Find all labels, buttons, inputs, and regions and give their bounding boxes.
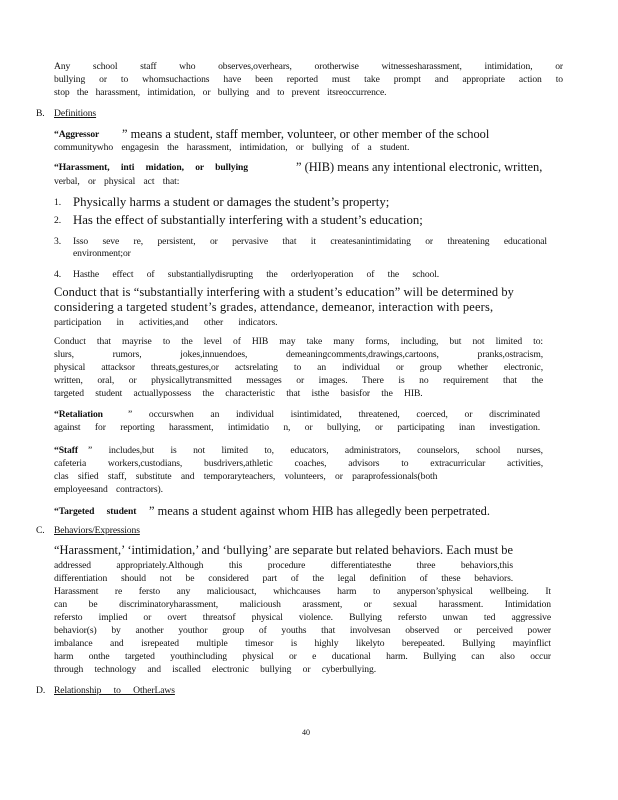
list-number-4: 4.	[54, 269, 61, 280]
retaliation-line-2: against for reporting harassment, intimidatio n, or bullying, or participating inan investigation.	[54, 422, 540, 433]
hib-line-2: verbal, or physical act that:	[54, 176, 180, 187]
staff-line-2: cafeteria workers,custodians, busdrivers,athletic coaches, advisors to extracurricular activities,	[54, 458, 543, 469]
forms-line-1: Conduct that mayrise to the level of HIB may take many forms, including, but not limited to:	[54, 336, 543, 347]
intro-line-2: bullying or to whomsuchactions have been reported must take prompt and appropriate action to	[54, 74, 563, 85]
staff-line-4: employeesand contractors).	[54, 484, 163, 495]
list-item-3: Isso seve re, persistent, or pervasive that it createsanintimidating or threatening educational	[73, 236, 547, 247]
section-d-letter: D.	[36, 685, 46, 696]
targeted-definition: ” means a student against whom HIB has allegedly been perpetrated.	[149, 504, 490, 518]
behaviors-line-6: refersto implied or overt threatsof physical violence. Bullying refersto unwan ted aggressive	[54, 612, 551, 623]
behaviors-line-10: through technology and iscalled electronic bullying or cyberbullying.	[54, 664, 376, 675]
behaviors-line-7: behavior(s) by another youthor group of youths that involvesan observed or perceived power	[54, 625, 551, 636]
section-b-letter: B.	[36, 108, 45, 119]
staff-line-3: clas sified staff, substitute and temporaryteachers, volunteers, or paraprofessionals(both	[54, 471, 438, 482]
behaviors-line-2: addressed appropriately.Although this procedure differentiatesthe three behaviors,this	[54, 560, 513, 571]
forms-line-5: targeted student actuallypossess the characteristic that isthe basisfor the HIB.	[54, 388, 423, 399]
forms-line-3: physical attacksor threats,gestures,or actsrelating to an individual or group whether electronic,	[54, 362, 543, 373]
list-number-2: 2.	[54, 215, 61, 226]
hib-term: “Harassment, inti midation, or bullying	[54, 162, 248, 173]
list-item-4: Hasthe effect of substantiallydisrupting the orderlyoperation of the school.	[73, 269, 440, 280]
retaliation-definition: ” occurswhen an individual isintimidated, threatened, coerced, or discriminated	[128, 409, 540, 420]
list-item-2: Has the effect of substantially interfering with a student’s education;	[73, 213, 423, 227]
list-number-1: 1.	[54, 197, 61, 208]
conduct-line-1: Conduct that is “substantially interfering with a student’s education” will be determined by	[54, 285, 514, 299]
section-c-letter: C.	[36, 525, 45, 536]
targeted-term: “Targeted student	[54, 506, 137, 517]
intro-line-3: stop the harassment, intimidation, or bullying and to prevent itsreoccurrence.	[54, 87, 387, 98]
behaviors-line-9: harm onthe targeted youthincluding physical or e ducational harm. Bullying can also occur	[54, 651, 551, 662]
staff-definition: ” includes,but is not limited to, educators, administrators, counselors, school nurses,	[88, 445, 543, 456]
conduct-line-3: participation in activities,and other indicators.	[54, 317, 278, 328]
section-c-title: Behaviors/Expressions	[54, 525, 140, 536]
behaviors-line-8: imbalance and isrepeated multiple timesor is highly likelyto berepeated. Bullying mayinflict	[54, 638, 551, 649]
aggressor-line-2: communitywho engagesin the harassment, intimidation, or bullying of a student.	[54, 142, 410, 153]
aggressor-term: “Aggressor	[54, 129, 100, 140]
behaviors-line-5: can be discriminatoryharassment, malicioush arassment, or sexual harassment. Intimidation	[54, 599, 551, 610]
retaliation-term: “Retaliation	[54, 409, 103, 420]
staff-term: “Staff	[54, 445, 78, 456]
intro-line-1: Any school staff who observes,overhears, orotherwise witnessesharassment, intimidation, or	[54, 61, 563, 72]
forms-line-4: written, oral, or physicallytransmitted messages or images. There is no requirement that the	[54, 375, 543, 386]
section-b-title: Definitions	[54, 108, 97, 119]
behaviors-line-1: “Harassment,’ ‘intimidation,’ and ‘bullying’ are separate but related behaviors. Each must be	[54, 543, 513, 557]
list-item-1: Physically harms a student or damages the student’s property;	[73, 195, 390, 209]
aggressor-definition: ” means a student, staff member, volunteer, or other member of the school	[122, 127, 490, 141]
behaviors-line-4: Harassment re fersto any maliciousact, whichcauses harm to anyperson’sphysical wellbeing. It	[54, 586, 551, 597]
hib-definition: ” (HIB) means any intentional electronic, written,	[296, 160, 543, 174]
behaviors-line-3: differentiation should not be considered part of the legal definition of these behaviors.	[54, 573, 513, 584]
page-number: 40	[302, 728, 310, 737]
forms-line-2: slurs, rumors, jokes,innuendoes, demeaningcomments,drawings,cartoons, pranks,ostracism,	[54, 349, 543, 360]
list-item-3-cont: environment;or	[73, 248, 131, 259]
conduct-line-2: considering a targeted student’s grades, attendance, demeanor, interaction with peers,	[54, 300, 494, 314]
list-number-3: 3.	[54, 236, 61, 247]
section-d-title: Relationship to OtherLaws	[54, 685, 175, 696]
